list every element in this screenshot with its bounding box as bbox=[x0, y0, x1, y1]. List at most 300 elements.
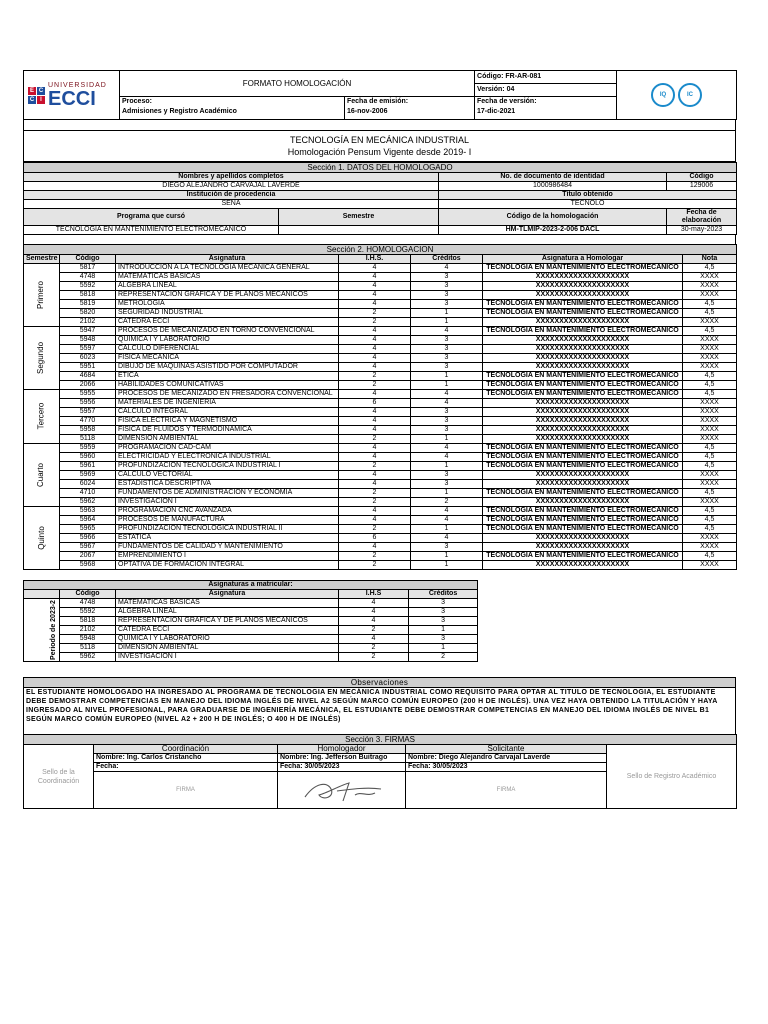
table-cell: 4 bbox=[411, 264, 483, 273]
table-cell: ALGEBRA LINEAL bbox=[116, 282, 339, 291]
table-cell: XXXX bbox=[683, 399, 737, 408]
table-cell: PROFUNDIZACIÓN TECNOLÓGICA INDUSTRIAL I bbox=[116, 462, 339, 471]
table-cell: 5818 bbox=[60, 617, 116, 626]
table-row bbox=[24, 561, 737, 570]
table-cell: 5966 bbox=[60, 534, 116, 543]
program-subtitle: Homologación Pensum Vigente desde 2019- I bbox=[287, 147, 472, 157]
table-cell: 2 bbox=[339, 653, 409, 662]
semester-label: Cuarto bbox=[36, 462, 46, 487]
logo-university-text: UNIVERSIDAD bbox=[48, 82, 107, 89]
table-cell: 2 bbox=[339, 462, 411, 471]
table-cell: 2 bbox=[339, 381, 411, 390]
table-row bbox=[24, 354, 737, 363]
table-cell: TECNOLOGIA EN MANTENIMIENTO ELECTROMECANICO bbox=[483, 327, 683, 336]
homologation-code-value: HM-TLMIP-2023-2-006 DACL bbox=[439, 226, 667, 235]
semester-label-cell bbox=[24, 390, 60, 444]
table-cell: 2 bbox=[339, 561, 411, 570]
table-cell: 1 bbox=[411, 489, 483, 498]
table-cell: 2 bbox=[339, 644, 409, 653]
table-cell: ELECTRICIDAD Y ELECTRÓNICA INDUSTRIAL bbox=[116, 453, 339, 462]
table-cell: REPRESENTACIÓN GRAFICA Y DE PLANOS MECÁNICOS bbox=[116, 617, 339, 626]
observations-table bbox=[23, 677, 736, 726]
icontec-icon: IC bbox=[678, 83, 702, 107]
table-cell: 2 bbox=[339, 318, 411, 327]
table-cell: 4 bbox=[339, 417, 411, 426]
table-cell: 3 bbox=[411, 426, 483, 435]
university-logo bbox=[24, 71, 120, 120]
table-cell: 2 bbox=[339, 552, 411, 561]
enroll-table bbox=[23, 580, 478, 662]
table-cell: TECNOLOGIA EN MANTENIMIENTO ELECTROMECANICO bbox=[483, 264, 683, 273]
semester-label: Quinto bbox=[36, 525, 46, 550]
table-cell: INVESTIGACIÓN I bbox=[116, 498, 339, 507]
doc-label: No. de documento de identidad bbox=[439, 173, 667, 182]
table-cell: 2 bbox=[411, 498, 483, 507]
semester-label: Primero bbox=[36, 280, 46, 309]
table-cell: 4,5 bbox=[683, 489, 737, 498]
semester-label-cell bbox=[24, 327, 60, 390]
table-cell: 5962 bbox=[60, 498, 116, 507]
table-cell: 3 bbox=[411, 345, 483, 354]
table-cell: 3 bbox=[411, 291, 483, 300]
table-cell: PROCESOS DE MECANIZADO EN TORNO CONVENCIONAL bbox=[116, 327, 339, 336]
table-cell: 4,5 bbox=[683, 525, 737, 534]
table-cell: CALCULO VECTORIAL bbox=[116, 471, 339, 480]
table-cell: XXXX bbox=[683, 318, 737, 327]
format-code: Código: FR-AR-081 bbox=[475, 71, 617, 84]
homologation-code-label: Código de la homologación bbox=[439, 209, 667, 226]
table-cell: CATEDRA ECCI bbox=[116, 626, 339, 635]
table-cell: 1 bbox=[409, 626, 478, 635]
table-cell: 4 bbox=[339, 635, 409, 644]
table-cell: XXXXXXXXXXXXXXXXXXXX bbox=[483, 561, 683, 570]
table-cell: 2066 bbox=[60, 381, 116, 390]
section1-table bbox=[23, 162, 737, 235]
table-cell: XXXX bbox=[683, 336, 737, 345]
table-cell: 4 bbox=[339, 453, 411, 462]
process-cell bbox=[120, 97, 345, 120]
section1-title: Sección 1. DATOS DEL HOMOLOGADO bbox=[24, 163, 737, 173]
format-title: FORMATO HOMOLOGACIÓN bbox=[120, 71, 475, 97]
table-cell: 2 bbox=[339, 626, 409, 635]
table-cell: XXXXXXXXXXXXXXXXXXXX bbox=[483, 273, 683, 282]
table-cell: 5963 bbox=[60, 507, 116, 516]
table-row bbox=[24, 435, 737, 444]
spacer bbox=[23, 120, 736, 130]
table-cell: ESTADÍSTICA DESCRIPTIVA bbox=[116, 480, 339, 489]
spacer bbox=[23, 726, 736, 734]
version-date-label: Fecha de versión: bbox=[477, 98, 537, 105]
table-row bbox=[24, 644, 478, 653]
table-cell: 4 bbox=[339, 408, 411, 417]
table-cell: DIMENSIÓN AMBIENTAL bbox=[116, 435, 339, 444]
table-cell: 3 bbox=[411, 336, 483, 345]
table-cell: 4 bbox=[339, 327, 411, 336]
applicant-signature: FIRMA bbox=[406, 772, 607, 809]
table-cell: 5967 bbox=[60, 543, 116, 552]
signatures-table bbox=[23, 734, 737, 809]
code-value: 129006 bbox=[667, 182, 737, 191]
semester-label: Tercero bbox=[36, 402, 46, 430]
table-cell: 1 bbox=[411, 318, 483, 327]
table-cell: 5956 bbox=[60, 399, 116, 408]
table-cell: 5948 bbox=[60, 635, 116, 644]
semester-label: Segundo bbox=[36, 341, 46, 374]
table-cell: DIMENSIÓN AMBIENTAL bbox=[116, 644, 339, 653]
table-cell: 4,5 bbox=[683, 372, 737, 381]
format-version: Versión: 04 bbox=[475, 84, 617, 97]
logo-tile: C bbox=[38, 87, 44, 94]
table-row bbox=[24, 525, 737, 534]
table-cell: HABILIDADES COMUNICATIVAS bbox=[116, 381, 339, 390]
semester-label-cell bbox=[24, 507, 60, 570]
table-row bbox=[24, 426, 737, 435]
table-cell: 4,5 bbox=[683, 462, 737, 471]
table-cell: 1 bbox=[411, 561, 483, 570]
table-cell: 4 bbox=[339, 363, 411, 372]
table-cell: MATEMATICAS BÁSICAS bbox=[116, 599, 339, 608]
table-cell: INTRODUCCIÓN A LA TECNOLOGÍA MECÁNICA GENERAL bbox=[116, 264, 339, 273]
table-row bbox=[24, 291, 737, 300]
table-cell: REPRESENTACIÓN GRAFICA Y DE PLANOS MECÁNICOS bbox=[116, 291, 339, 300]
table-row bbox=[24, 498, 737, 507]
program-title-cell bbox=[24, 131, 736, 162]
table-cell: XXXXXXXXXXXXXXXXXXXX bbox=[483, 336, 683, 345]
table-cell: METROLOGÍA bbox=[116, 300, 339, 309]
table-cell: XXXX bbox=[683, 363, 737, 372]
table-row bbox=[24, 390, 737, 399]
table-row bbox=[24, 273, 737, 282]
table-cell: 3 bbox=[411, 417, 483, 426]
registry-seal: Sello de Registro Académico bbox=[607, 745, 737, 809]
table-cell: 6 bbox=[339, 534, 411, 543]
table-cell: XXXX bbox=[683, 435, 737, 444]
table-cell: 5592 bbox=[60, 608, 116, 617]
semester-label-cell bbox=[24, 444, 60, 507]
table-cell: DIBUJO DE MAQUINAS ASISTIDO POR COMPUTADOR bbox=[116, 363, 339, 372]
table-cell: XXXXXXXXXXXXXXXXXXXX bbox=[483, 408, 683, 417]
table-cell: 4,5 bbox=[683, 453, 737, 462]
homologation-table bbox=[23, 244, 737, 570]
table-cell: 5820 bbox=[60, 309, 116, 318]
table-row bbox=[24, 345, 737, 354]
table-row bbox=[24, 444, 737, 453]
table-row bbox=[24, 534, 737, 543]
applicant-header: Solicitante bbox=[406, 745, 607, 754]
column-header: I.H.S bbox=[339, 590, 409, 599]
table-cell: XXXX bbox=[683, 273, 737, 282]
table-cell: FÍSICA MECÁNICA bbox=[116, 354, 339, 363]
program-title: TECNOLOGÍA EN MECÁNICA INDUSTRIAL bbox=[289, 135, 470, 145]
degree-value: TECNOLO bbox=[439, 200, 737, 209]
table-row bbox=[24, 516, 737, 525]
table-cell: XXXXXXXXXXXXXXXXXXXX bbox=[483, 543, 683, 552]
certifications bbox=[617, 71, 737, 120]
program-label: Programa que cursó bbox=[24, 209, 279, 226]
table-cell: 2102 bbox=[60, 318, 116, 327]
table-cell: XXXX bbox=[683, 498, 737, 507]
table-cell: XXXXXXXXXXXXXXXXXXXX bbox=[483, 534, 683, 543]
table-cell: OPTATIVA DE FORMACIÓN INTEGRAL bbox=[116, 561, 339, 570]
observations-title: Observaciones bbox=[24, 678, 736, 688]
table-cell: MATEMÁTICAS BÁSICAS bbox=[116, 273, 339, 282]
table-cell: 4 bbox=[411, 444, 483, 453]
table-cell: ALGEBRA LINEAL bbox=[116, 608, 339, 617]
reviewer-date: Fecha: 30/05/2023 bbox=[278, 763, 406, 772]
table-cell: 5962 bbox=[60, 653, 116, 662]
table-cell: TECNOLOGIA EN MANTENIMIENTO ELECTROMECANICO bbox=[483, 309, 683, 318]
table-cell: 4 bbox=[339, 264, 411, 273]
table-cell: 4748 bbox=[60, 599, 116, 608]
table-cell: TECNOLOGIA EN MANTENIMIENTO ELECTROMECANICO bbox=[483, 552, 683, 561]
table-row bbox=[24, 617, 478, 626]
table-cell: 4 bbox=[411, 534, 483, 543]
coordination-signature: FIRMA bbox=[94, 772, 278, 809]
table-cell: 5592 bbox=[60, 282, 116, 291]
table-cell: 1 bbox=[411, 372, 483, 381]
code-label: Código bbox=[667, 173, 737, 182]
table-cell: 5819 bbox=[60, 300, 116, 309]
table-row bbox=[24, 381, 737, 390]
table-cell: 4,5 bbox=[683, 507, 737, 516]
table-cell: 3 bbox=[409, 617, 478, 626]
table-row bbox=[24, 363, 737, 372]
table-cell: 4 bbox=[411, 507, 483, 516]
reviewer-name: Nombre: Ing. Jefferson Buitrago bbox=[278, 754, 406, 763]
table-row bbox=[24, 372, 737, 381]
table-cell: ÉTICA bbox=[116, 372, 339, 381]
column-header: Créditos bbox=[409, 590, 478, 599]
table-cell: TECNOLOGIA EN MANTENIMIENTO ELECTROMECANICO bbox=[483, 516, 683, 525]
table-cell: 1 bbox=[411, 525, 483, 534]
table-cell: 4 bbox=[411, 399, 483, 408]
table-cell: CALCULO INTEGRAL bbox=[116, 408, 339, 417]
table-cell: 4 bbox=[339, 300, 411, 309]
table-cell: 1 bbox=[411, 381, 483, 390]
coordination-date: Fecha: bbox=[94, 763, 278, 772]
table-cell: 4710 bbox=[60, 489, 116, 498]
table-cell: 2067 bbox=[60, 552, 116, 561]
table-cell: XXXX bbox=[683, 345, 737, 354]
table-cell: XXXX bbox=[683, 471, 737, 480]
table-cell: 3 bbox=[411, 543, 483, 552]
table-cell: 2 bbox=[339, 525, 411, 534]
table-row bbox=[24, 552, 737, 561]
table-cell: 3 bbox=[411, 354, 483, 363]
table-row bbox=[24, 336, 737, 345]
table-cell: 6023 bbox=[60, 354, 116, 363]
table-cell: 4684 bbox=[60, 372, 116, 381]
table-cell: 5964 bbox=[60, 516, 116, 525]
table-cell: 4 bbox=[339, 354, 411, 363]
iqnet-icon: IQ bbox=[651, 83, 675, 107]
spacer bbox=[23, 662, 736, 677]
period-label-cell bbox=[24, 599, 60, 662]
table-cell: PROFUNDIZACIÓN TECNOLÓGICA INDUSTRIAL II bbox=[116, 525, 339, 534]
table-cell: 4,5 bbox=[683, 444, 737, 453]
table-cell: PROGRAMACIÓN CAD-CAM bbox=[116, 444, 339, 453]
table-cell: 4 bbox=[411, 390, 483, 399]
table-cell: 4 bbox=[339, 273, 411, 282]
table-cell: CATEDRA ECCI bbox=[116, 318, 339, 327]
table-cell: XXXX bbox=[683, 543, 737, 552]
table-cell: ESTATICA bbox=[116, 534, 339, 543]
table-cell: 4,5 bbox=[683, 390, 737, 399]
table-row bbox=[24, 653, 478, 662]
table-cell: 5957 bbox=[60, 408, 116, 417]
table-cell: TECNOLOGIA EN MANTENIMIENTO ELECTROMECANICO bbox=[483, 381, 683, 390]
table-cell: 5817 bbox=[60, 264, 116, 273]
table-cell: FÍSICA ELÉCTRICA Y MAGNETISMO bbox=[116, 417, 339, 426]
table-cell: 6024 bbox=[60, 480, 116, 489]
table-cell: 4 bbox=[339, 599, 409, 608]
table-cell: FUNDAMENTOS DE ADMINISTRACIÓN Y ECONOMÍA bbox=[116, 489, 339, 498]
table-cell: 4 bbox=[411, 516, 483, 525]
table-row bbox=[24, 417, 737, 426]
table-cell: 2 bbox=[339, 489, 411, 498]
table-cell: QUÍMICA I Y LABORATORIO bbox=[116, 336, 339, 345]
table-row bbox=[24, 462, 737, 471]
table-row bbox=[24, 282, 737, 291]
observations-text: EL ESTUDIANTE HOMOLOGADO HA INGRESADO AL PROGRAMA DE TECNOLOGIA EN MECÁNICA INDUSTRIAL COMO REQUISITO PARA OPTAR AL TITULO DE TECNOLOGIA, EL ESTUDIANTE DEBE DEMOSTRAR COMPETENCIAS EN MANEJO DEL IDIOMA INGLÉS DE NIVEL A2 SEGÚN MARCO COMÚN EUROPEO (200 H DE INGLÉS). UNA VEZ HAYA OBTENIDO LA TITULACIÓN Y HAYA INGRESADO AL NIVEL PROFESIONAL, PARA GRADUARSE DE INGENIERÍA MECÁNICA, EL ESTUDIANTE DEBE DEMOSTRAR COMPETENCIAS EN MANEJO DEL IDIOMA INGLÉS DE NIVEL B1 SEGÚN MARCO COMÚN EUROPEO (NIVEL A2 + 200 H DE INGLÉS; O 400 H DE INGLÉS) bbox=[24, 688, 736, 727]
doc-value: 1000986484 bbox=[439, 182, 667, 191]
elaboration-date-value: 30-may-2023 bbox=[667, 226, 737, 235]
table-cell: 3 bbox=[411, 273, 483, 282]
table-cell: 3 bbox=[411, 363, 483, 372]
column-header: Nota bbox=[683, 255, 737, 264]
table-cell: XXXXXXXXXXXXXXXXXXXX bbox=[483, 399, 683, 408]
logo-tile: E bbox=[29, 87, 34, 94]
table-row bbox=[24, 264, 737, 273]
spacer bbox=[23, 235, 736, 244]
table-row bbox=[24, 309, 737, 318]
reviewer-signature bbox=[278, 772, 406, 809]
table-cell: PROCESOS DE MANUFACTURA bbox=[116, 516, 339, 525]
table-cell: XXXX bbox=[683, 426, 737, 435]
table-row bbox=[24, 507, 737, 516]
logo-tile: I bbox=[37, 96, 45, 104]
table-cell: XXXX bbox=[683, 417, 737, 426]
table-cell: 5960 bbox=[60, 453, 116, 462]
table-cell: 5969 bbox=[60, 471, 116, 480]
table-cell: 4,5 bbox=[683, 552, 737, 561]
table-cell: 3 bbox=[409, 599, 478, 608]
table-cell: 4 bbox=[411, 327, 483, 336]
table-cell: 5818 bbox=[60, 291, 116, 300]
period-label: Periodo de 2023-2 bbox=[49, 600, 57, 660]
table-cell: 2 bbox=[409, 653, 478, 662]
table-row bbox=[24, 599, 478, 608]
table-cell: 4,5 bbox=[683, 381, 737, 390]
table-cell: XXXXXXXXXXXXXXXXXXXX bbox=[483, 345, 683, 354]
table-cell: 3 bbox=[411, 471, 483, 480]
table-cell: XXXXXXXXXXXXXXXXXXXX bbox=[483, 318, 683, 327]
table-cell: 5118 bbox=[60, 644, 116, 653]
table-cell: XXXXXXXXXXXXXXXXXXXX bbox=[483, 471, 683, 480]
table-cell: 4748 bbox=[60, 273, 116, 282]
table-cell: TECNOLOGIA EN MANTENIMIENTO ELECTROMECANICO bbox=[483, 390, 683, 399]
table-cell: XXXX bbox=[683, 534, 737, 543]
reviewer-header: Homologador bbox=[278, 745, 406, 754]
column-header: I.H.S. bbox=[339, 255, 411, 264]
table-cell: TECNOLOGIA EN MANTENIMIENTO ELECTROMECANICO bbox=[483, 300, 683, 309]
table-cell: XXXXXXXXXXXXXXXXXXXX bbox=[483, 426, 683, 435]
institution-label: Institución de procedencia bbox=[24, 191, 439, 200]
table-cell: 4 bbox=[339, 390, 411, 399]
table-cell: TECNOLOGIA EN MANTENIMIENTO ELECTROMECANICO bbox=[483, 444, 683, 453]
table-cell: 5961 bbox=[60, 462, 116, 471]
column-header: Código bbox=[60, 590, 116, 599]
table-cell: 5959 bbox=[60, 444, 116, 453]
table-cell: 5947 bbox=[60, 327, 116, 336]
process-label: Proceso: bbox=[122, 98, 152, 105]
logo-tile: C bbox=[29, 96, 35, 103]
table-cell: XXXXXXXXXXXXXXXXXXXX bbox=[483, 354, 683, 363]
table-cell: 4 bbox=[339, 480, 411, 489]
table-cell: 5968 bbox=[60, 561, 116, 570]
table-row bbox=[24, 543, 737, 552]
table-cell: 4 bbox=[339, 444, 411, 453]
table-row bbox=[24, 453, 737, 462]
table-cell: 1 bbox=[411, 552, 483, 561]
table-row bbox=[24, 318, 737, 327]
table-cell: 4 bbox=[411, 453, 483, 462]
table-cell: MATERIALES DE INGENIERÍA bbox=[116, 399, 339, 408]
table-cell: 4 bbox=[339, 291, 411, 300]
homologation-form bbox=[23, 70, 736, 809]
table-row bbox=[24, 635, 478, 644]
period-corner bbox=[24, 590, 60, 599]
program-title-block bbox=[23, 130, 736, 162]
table-cell: XXXX bbox=[683, 480, 737, 489]
table-cell: 1 bbox=[411, 435, 483, 444]
coordination-name: Nombre: Ing. Carlos Cristancho bbox=[94, 754, 278, 763]
table-cell: 4,5 bbox=[683, 327, 737, 336]
table-cell: 5597 bbox=[60, 345, 116, 354]
table-row bbox=[24, 626, 478, 635]
table-cell: 4 bbox=[339, 617, 409, 626]
name-value: DIEGO ALEJANDRO CARVAJAL LAVERDE bbox=[24, 182, 439, 191]
table-cell: 4,5 bbox=[683, 264, 737, 273]
table-cell: 4 bbox=[339, 282, 411, 291]
table-row bbox=[24, 608, 478, 617]
version-date-value: 17-dic-2021 bbox=[477, 108, 516, 115]
table-cell: 4 bbox=[339, 516, 411, 525]
table-cell: 4 bbox=[339, 543, 411, 552]
table-cell: XXXXXXXXXXXXXXXXXXXX bbox=[483, 417, 683, 426]
coordination-header: Coordinación bbox=[94, 745, 278, 754]
name-label: Nombres y apellidos completos bbox=[24, 173, 439, 182]
column-header: Semestre bbox=[24, 255, 60, 264]
table-cell: 4 bbox=[339, 345, 411, 354]
spacer bbox=[23, 570, 736, 580]
table-cell: 4 bbox=[339, 471, 411, 480]
table-cell: 2 bbox=[339, 435, 411, 444]
program-value: TECNOLOGIA EN MANTENIMIENTO ELECTROMECANICO bbox=[24, 226, 279, 235]
document-header bbox=[23, 70, 737, 120]
table-cell: SEGURIDAD INDUSTRIAL bbox=[116, 309, 339, 318]
version-date-cell bbox=[475, 97, 617, 120]
issue-date-label: Fecha de emisión: bbox=[347, 98, 409, 105]
semester-value bbox=[279, 226, 439, 235]
enroll-title: Asignaturas a matricular: bbox=[24, 581, 478, 590]
table-cell: TECNOLOGIA EN MANTENIMIENTO ELECTROMECANICO bbox=[483, 525, 683, 534]
table-cell: XXXXXXXXXXXXXXXXXXXX bbox=[483, 480, 683, 489]
table-cell: FUNDAMENTOS DE CALIDAD Y MANTENIMIENTO bbox=[116, 543, 339, 552]
table-cell: QUÍMICA I Y LABORATORIO bbox=[116, 635, 339, 644]
table-cell: FÍSICA DE FLUIDOS Y TERMODINÁMICA bbox=[116, 426, 339, 435]
table-cell: INVESTIGACIÓN I bbox=[116, 653, 339, 662]
